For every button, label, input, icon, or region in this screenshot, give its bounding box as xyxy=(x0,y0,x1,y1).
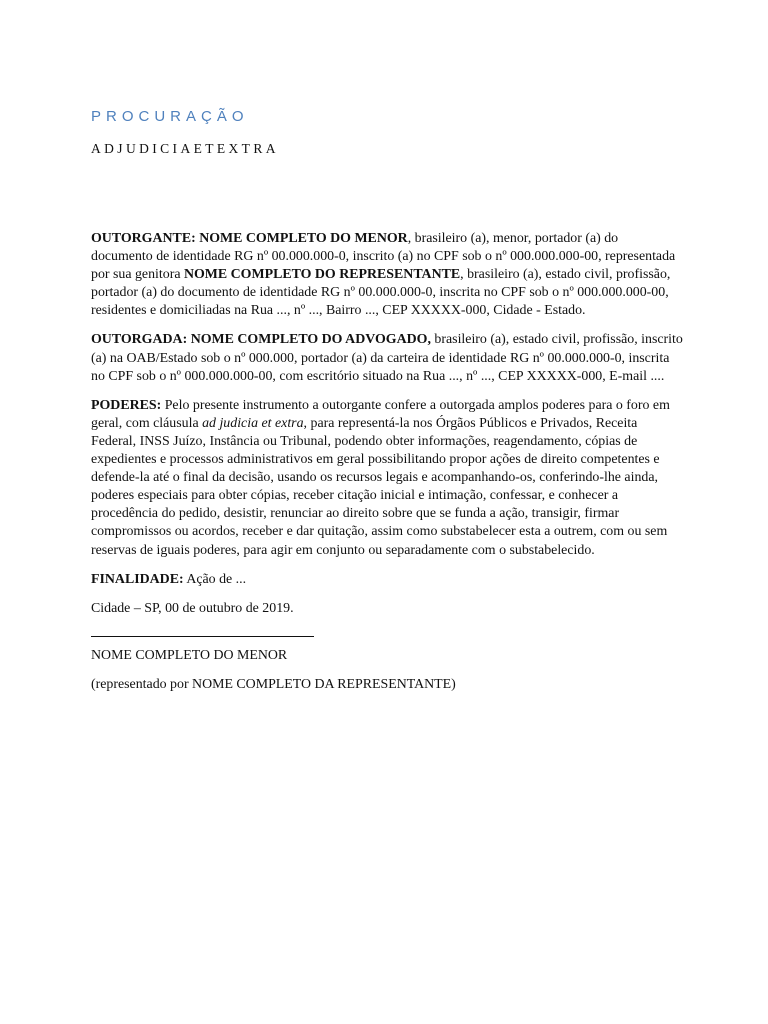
document-subtitle: ADJUDICIAETEXTRA xyxy=(91,141,279,156)
outorgante-label: OUTORGANTE: xyxy=(91,231,196,246)
signature-line xyxy=(91,636,314,637)
outorgante-paragraph xyxy=(91,230,683,320)
place-date: Cidade – SP, 00 de outubro de 2019. xyxy=(91,600,294,616)
poderes-paragraph xyxy=(91,397,683,560)
poderes-clause: ad judicia et extra xyxy=(202,415,304,431)
outorgada-paragraph xyxy=(91,331,683,385)
outorgada-label: OUTORGADA: xyxy=(91,332,188,348)
signature-note: (representado por NOME COMPLETO DA REPRESENTANTE) xyxy=(91,676,456,692)
outorgada-name: NOME COMPLETO DO ADVOGADO, xyxy=(190,332,431,348)
outorgante-name: NOME COMPLETO DO MENOR xyxy=(199,231,408,246)
document-title: PROCURAÇÃO xyxy=(91,108,249,125)
outorgante-text-1: , brasileiro (a), menor, portador (a) do documento de identidade RG nº 00.000.000-0, inscrito (a) no CPF sob o nº 000.000.000-00, representada por sua genitora xyxy=(91,231,676,283)
finalidade-label: FINALIDADE: xyxy=(91,571,184,587)
signature-name: NOME COMPLETO DO MENOR xyxy=(91,647,288,663)
outorgada-text: brasileiro (a), estado civil, profissão, inscrito (a) na OAB/Estado sob o nº 000.000, portador (a) da carteira de identidade RG nº 00.000.000-0, inscrita no CPF sob o nº 000.000.000-00, com escritório situado na Rua ..., nº ..., CEP XXXXX-000, E-mail .... xyxy=(91,332,683,384)
outorgante-representative: NOME COMPLETO DO REPRESENTANTE xyxy=(183,267,461,283)
finalidade-paragraph xyxy=(91,571,683,589)
outorgante-text-2: , brasileiro (a), estado civil, profissão, portador (a) do documento de identidade RG nº 00.000.000-0, inscrita no CPF sob o nº 000.000.000-00, residentes e domiciliadas na Rua ..., nº ..., Bairro ..., CEP XXXXX-000, Cidade - Estado. xyxy=(91,267,671,319)
finalidade-text: Ação de ... xyxy=(183,571,247,587)
document-body xyxy=(91,230,683,705)
poderes-text-2: , para representá-la nos Órgãos Públicos e Privados, Receita Federal, INSS Juízo, Instância ou Tribunal, podendo obter informações, reagendamento, cópias de expedientes e processos administrativos em geral possibilitando propor ações de direito competentes e defende-la até o final da decisão, usando os recursos legais e acompanhando-os, conferindo-lhe ainda, poderes especiais para obter cópias, receber citação inicial e intimação, confessar, e conhecer a procedência do pedido, desistir, renunciar ao direito sobre que se funda a ação, transigir, firmar compromissos ou acordos, receber e dar quitação, assim como substabelecer esta a outrem, com ou sem reservas de iguais poderes, para agir em conjunto ou separadamente com o substabelecido. xyxy=(91,415,668,558)
poderes-text-1: Pelo presente instrumento a outorgante confere a outorgada amplos poderes para o foro em geral, com cláusula xyxy=(91,397,670,431)
poderes-label: PODERES: xyxy=(91,397,162,413)
